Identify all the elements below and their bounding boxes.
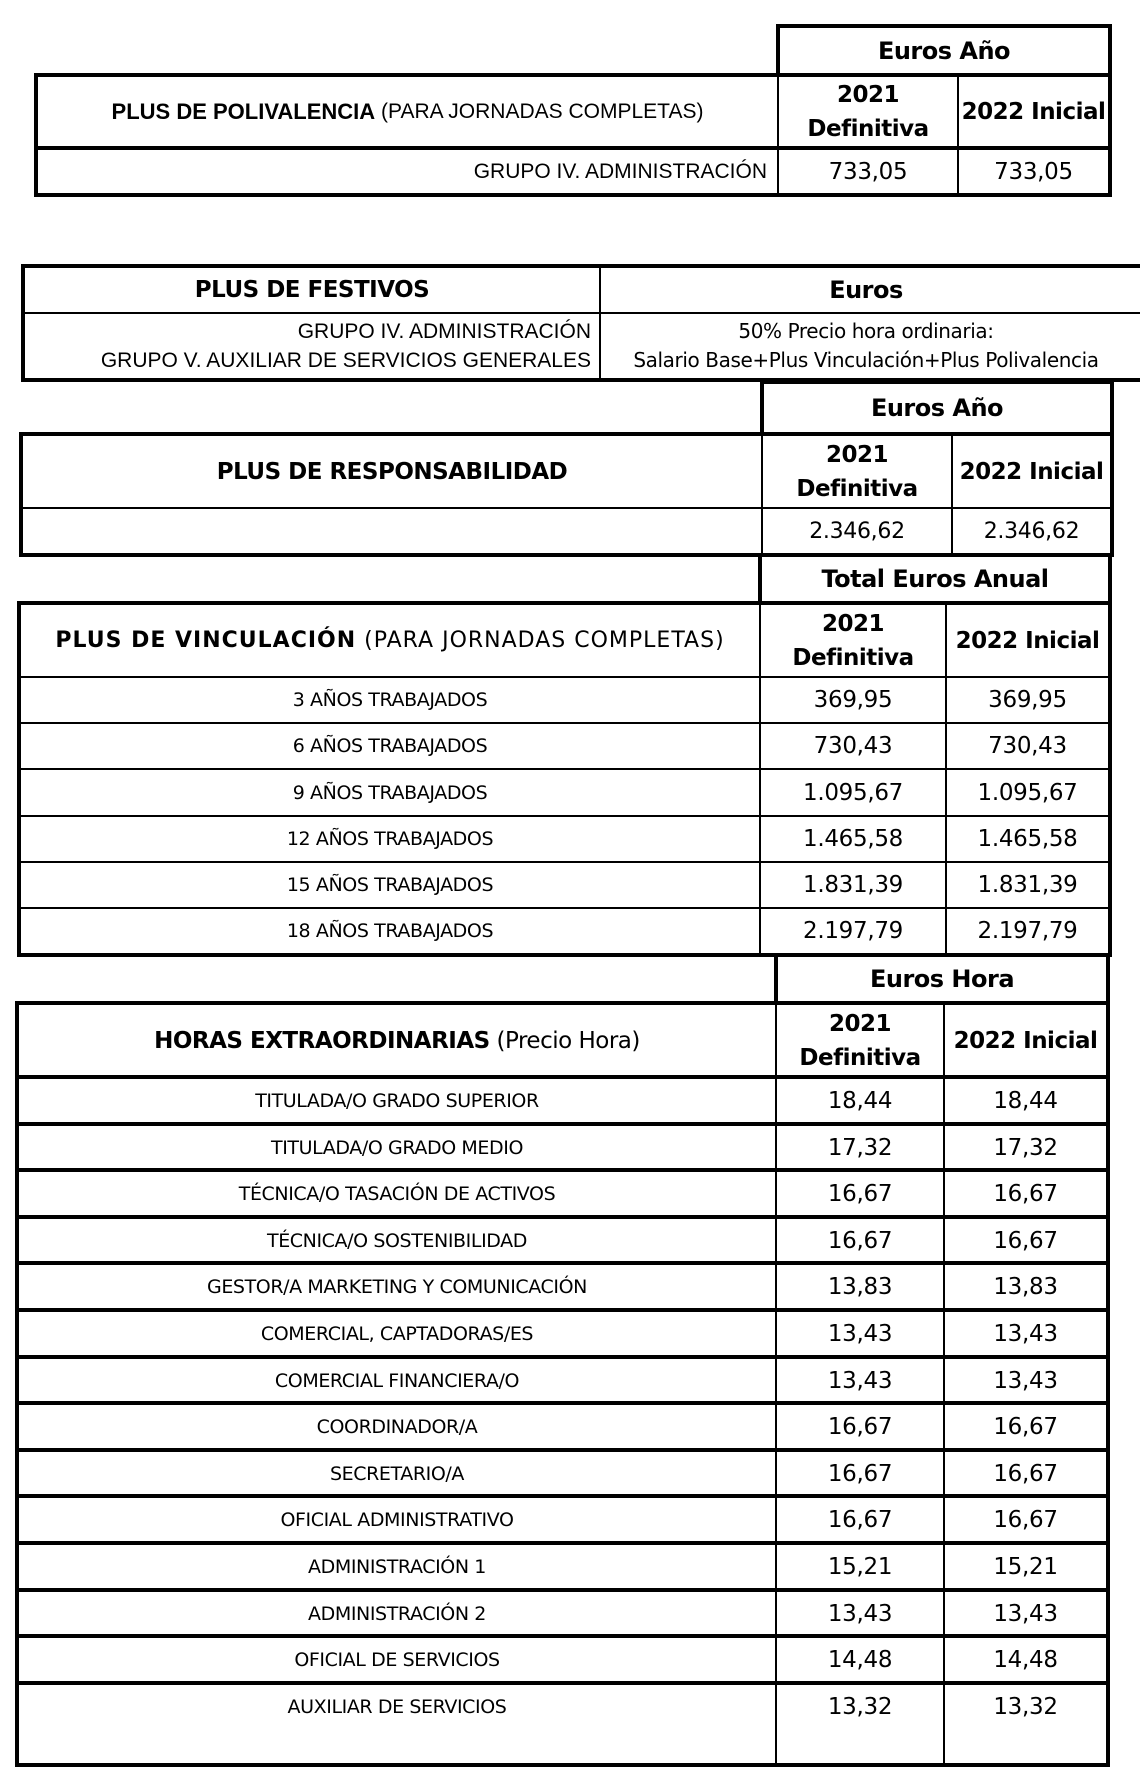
col-2021-year: 2021 (828, 1010, 891, 1037)
row-value-2022: 730,43 (988, 733, 1067, 759)
row-label: 18 AÑOS TRABAJADOS (286, 920, 494, 942)
row-value-2022: 2.197,79 (977, 918, 1078, 944)
vinculacion-group-header: Total Euros Anual (821, 565, 1049, 593)
row-value-2022: 18,44 (993, 1087, 1058, 1114)
row-label: TÉCNICA/O TASACIÓN DE ACTIVOS (238, 1182, 556, 1205)
row-label: 15 AÑOS TRABAJADOS (286, 874, 494, 896)
row-value-2022: 16,67 (993, 1180, 1058, 1207)
col-2021-label: Definitiva (807, 115, 929, 142)
row-value-2022: 13,43 (993, 1320, 1058, 1347)
row-label: SECRETARIO/A (329, 1462, 465, 1485)
row-value-2021: 733,05 (828, 158, 908, 185)
row-label: GRUPO IV. ADMINISTRACIÓN (473, 159, 767, 183)
row-value-2021: 730,43 (813, 733, 893, 759)
row-value-2022: 13,83 (993, 1273, 1058, 1300)
responsabilidad-group-header: Euros Año (870, 394, 1004, 422)
vinculacion-col-2021 (761, 605, 945, 676)
row-value-2021: 13,43 (827, 1320, 893, 1347)
festivos-value-line: 50% Precio hora ordinaria: (738, 319, 994, 343)
row-value-2022: 369,95 (988, 687, 1067, 713)
row-label: TÉCNICA/O SOSTENIBILIDAD (266, 1229, 527, 1252)
row-value-2022: 1.465,58 (977, 826, 1078, 852)
row-value-2021: 2.197,79 (802, 918, 904, 944)
col-2021-year: 2021 (836, 81, 899, 108)
row-value-2021: 13,32 (827, 1693, 893, 1720)
row-value-2021: 18,44 (827, 1087, 893, 1114)
col-2021-label: Definitiva (796, 475, 918, 502)
row-value-2021: 16,67 (827, 1227, 893, 1254)
polivalencia-title-bold: PLUS DE POLIVALENCIA (111, 98, 376, 124)
row-value-2021: 16,67 (827, 1180, 893, 1207)
col-2021-label: Definitiva (792, 644, 914, 671)
row-value-2022: 14,48 (993, 1646, 1058, 1673)
festivos-value (601, 314, 1131, 378)
row-label: TITULADA/O GRADO MEDIO (271, 1136, 523, 1159)
row-label: 12 AÑOS TRABAJADOS (286, 828, 494, 850)
row-value-2021: 13,43 (827, 1600, 893, 1627)
vinculacion-title-normal: (PARA JORNADAS COMPLETAS) (356, 628, 725, 653)
vinculacion-title-bold: PLUS DE VINCULACIÓN (55, 628, 357, 653)
horas-title-bold: HORAS EXTRAORDINARIAS (154, 1027, 490, 1054)
row-value-2022: 1.095,67 (977, 779, 1078, 806)
row-value-2021: 1.095,67 (802, 779, 904, 806)
row-label: TITULADA/O GRADO SUPERIOR (255, 1089, 539, 1112)
row-label: ADMINISTRACIÓN 1 (308, 1555, 486, 1578)
festivos-value-line: Salario Base+Plus Vinculación+Plus Polivalencia (633, 348, 1099, 372)
polivalencia-title-normal: (PARA JORNADAS COMPLETAS) (375, 99, 704, 123)
horas-col-2022: 2022 Inicial (953, 1027, 1098, 1054)
row-value-2022: 16,67 (993, 1506, 1058, 1533)
row-value-2021: 17,32 (827, 1134, 893, 1161)
festivos-groups (25, 314, 591, 378)
row-label (23, 509, 761, 553)
festivos-title: PLUS DE FESTIVOS (194, 277, 430, 303)
row-value-2021: 2.346,62 (809, 518, 905, 544)
festivos-col-header: Euros (829, 276, 903, 304)
row-value-2022: 17,32 (993, 1134, 1058, 1161)
col-2021-label: Definitiva (799, 1044, 921, 1071)
row-value-2022: 13,43 (993, 1600, 1058, 1627)
row-label: COMERCIAL FINANCIERA/O (274, 1369, 520, 1392)
row-label: COORDINADOR/A (316, 1415, 478, 1438)
row-value-2022: 16,67 (993, 1413, 1058, 1440)
row-label: 3 AÑOS TRABAJADOS (292, 689, 488, 711)
row-value-2021: 16,67 (827, 1413, 893, 1440)
responsabilidad-col-2022: 2022 Inicial (959, 458, 1104, 485)
horas-col-2021 (777, 1005, 943, 1076)
row-label: ADMINISTRACIÓN 2 (308, 1602, 486, 1625)
row-label: COMERCIAL, CAPTADORAS/ES (260, 1322, 534, 1345)
row-label: 9 AÑOS TRABAJADOS (292, 781, 488, 804)
row-value-2022: 13,32 (993, 1693, 1058, 1720)
row-value-2021: 13,43 (827, 1367, 893, 1394)
col-2021-year: 2021 (825, 441, 888, 468)
row-value-2022: 733,05 (994, 158, 1073, 185)
row-value-2022: 15,21 (993, 1553, 1058, 1580)
row-value-2022: 2.346,62 (983, 518, 1080, 544)
vinculacion-title (21, 605, 759, 676)
row-value-2021: 13,83 (827, 1273, 893, 1300)
row-label: OFICIAL DE SERVICIOS (294, 1648, 500, 1671)
row-value-2021: 16,67 (827, 1460, 893, 1487)
row-label: AUXILIAR DE SERVICIOS (287, 1695, 507, 1718)
festivos-group-line: GRUPO V. AUXILIAR DE SERVICIOS GENERALES (100, 349, 591, 372)
horas-title (19, 1005, 775, 1076)
row-value-2022: 1.831,39 (977, 872, 1078, 898)
row-label: 6 AÑOS TRABAJADOS (292, 735, 488, 757)
polivalencia-title (38, 77, 777, 146)
vinculacion-col-2022: 2022 Inicial (955, 627, 1100, 654)
row-value-2021: 1.831,39 (802, 872, 904, 898)
row-value-2021: 14,48 (827, 1646, 893, 1673)
festivos-group-line: GRUPO IV. ADMINISTRACIÓN (297, 320, 591, 343)
row-value-2021: 369,95 (813, 687, 893, 713)
responsabilidad-col-2021 (763, 436, 951, 507)
responsabilidad-title: PLUS DE RESPONSABILIDAD (216, 458, 568, 485)
row-value-2022: 16,67 (993, 1460, 1058, 1487)
row-value-2021: 1.465,58 (802, 826, 904, 852)
polivalencia-col-2021 (779, 77, 957, 146)
col-2021-year: 2021 (821, 610, 884, 637)
row-value-2022: 16,67 (993, 1227, 1058, 1254)
row-value-2022: 13,43 (993, 1367, 1058, 1394)
horas-title-normal: (Precio Hora) (489, 1027, 640, 1054)
row-label: OFICIAL ADMINISTRATIVO (280, 1508, 514, 1531)
row-label: GESTOR/A MARKETING Y COMUNICACIÓN (207, 1275, 587, 1298)
row-value-2021: 16,67 (827, 1506, 893, 1533)
polivalencia-group-header: Euros Año (877, 36, 1011, 65)
row-value-2021: 15,21 (827, 1553, 893, 1580)
polivalencia-col-2022: 2022 Inicial (961, 98, 1106, 125)
horas-group-header: Euros Hora (869, 965, 1015, 993)
